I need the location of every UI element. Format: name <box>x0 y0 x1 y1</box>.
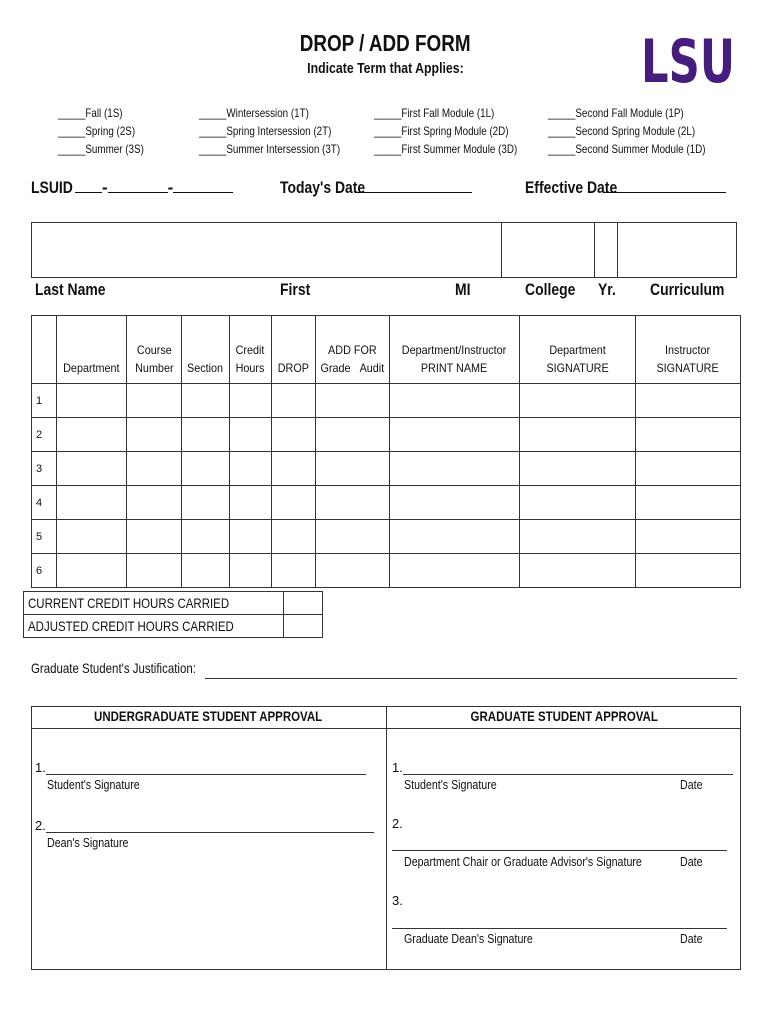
table-row: 4 <box>32 486 741 520</box>
g-chair-signature-label: Department Chair or Graduate Advisor's Signature <box>404 854 642 869</box>
current-credit-hours-label: CURRENT CREDIT HOURS CARRIED <box>24 592 284 615</box>
term-column-second-module <box>548 104 740 158</box>
term-option[interactable]: _____Second Summer Module (1D) <box>548 142 706 156</box>
grad-approval-title: GRADUATE STUDENT APPROVAL <box>470 708 658 724</box>
term-column-intersession <box>199 104 371 158</box>
lsu-logo <box>641 27 735 97</box>
effective-date-field <box>525 178 726 198</box>
table-row: 6 <box>32 554 741 588</box>
header-dept-signature: Department SIGNATURE <box>520 316 636 384</box>
table-row: 5 <box>32 520 741 554</box>
lsuid-label: LSUID <box>31 178 73 197</box>
todays-date-input[interactable] <box>356 178 472 193</box>
form-subtitle: Indicate Term that Applies: <box>306 60 464 77</box>
college-box[interactable] <box>501 222 595 278</box>
header-department: Department <box>57 316 127 384</box>
term-option[interactable]: _____Second Spring Module (2L) <box>548 124 696 138</box>
term-option[interactable]: _____First Summer Module (3D) <box>374 142 518 156</box>
lsuid-part3[interactable] <box>173 178 233 193</box>
header-instructor-signature: Instructor SIGNATURE <box>636 316 741 384</box>
undergrad-approval-title: UNDERGRADUATE STUDENT APPROVAL <box>94 708 323 724</box>
header-section: Section <box>182 316 230 384</box>
g-sig2-number: 2. <box>392 816 403 831</box>
term-column-semester <box>58 104 163 158</box>
header-add-for: ADD FOR Grade Audit <box>316 316 390 384</box>
ug-dean-signature-line[interactable] <box>46 832 374 833</box>
form-title: DROP / ADD FORM <box>299 30 471 56</box>
term-option[interactable]: _____Wintersession (1T) <box>199 106 309 120</box>
curriculum-label: Curriculum <box>650 280 725 299</box>
todays-date-label: Today's Date <box>280 178 366 197</box>
effective-date-input[interactable] <box>603 178 726 193</box>
term-option[interactable]: _____First Spring Module (2D) <box>374 124 509 138</box>
header-credit-hours: Credit Hours <box>230 316 272 384</box>
lsuid-part1[interactable] <box>75 178 102 193</box>
adjusted-credit-hours-input[interactable] <box>284 615 323 638</box>
effective-date-label: Effective Date <box>525 178 618 197</box>
ug-student-signature-line[interactable] <box>46 774 366 775</box>
name-box[interactable] <box>31 222 502 278</box>
ug-sig1-number: 1. <box>35 760 46 775</box>
g-student-signature-label: Student's Signature <box>404 777 497 792</box>
todays-date-field <box>280 178 472 198</box>
justification-line[interactable] <box>205 678 737 679</box>
g-chair-date-label: Date <box>680 854 703 869</box>
courses-table <box>31 315 741 588</box>
g-dean-signature-label: Graduate Dean's Signature <box>404 931 533 946</box>
header-dept-instructor: Department/Instructor PRINT NAME <box>390 316 520 384</box>
lsuid-sep: - <box>102 178 108 197</box>
justification-label: Graduate Student's Justification: <box>31 660 196 676</box>
college-label: College <box>525 280 576 299</box>
table-header-row <box>32 316 741 384</box>
header-course-number: Course Number <box>127 316 182 384</box>
ug-dean-signature-label: Dean's Signature <box>47 835 129 850</box>
term-option[interactable]: _____Summer Intersession (3T) <box>199 142 341 156</box>
table-row: 3 <box>32 452 741 486</box>
term-option[interactable]: _____First Fall Module (1L) <box>374 106 495 120</box>
g-sig1-number: 1. <box>392 760 403 775</box>
g-sig3-number: 3. <box>392 893 403 908</box>
term-option[interactable]: _____Spring (2S) <box>58 124 136 138</box>
term-option[interactable]: _____Spring Intersession (2T) <box>199 124 332 138</box>
lsuid-sep: - <box>167 178 174 197</box>
approval-header-divider <box>31 728 741 729</box>
year-box[interactable] <box>594 222 618 278</box>
table-row: 1 <box>32 384 741 418</box>
yr-label: Yr. <box>598 280 616 299</box>
ug-student-signature-label: Student's Signature <box>47 777 140 792</box>
g-dean-date-label: Date <box>680 931 703 946</box>
term-column-first-module <box>374 104 549 158</box>
mi-label: MI <box>455 280 471 299</box>
term-option[interactable]: _____Second Fall Module (1P) <box>548 106 684 120</box>
header-rownum-cell <box>32 316 57 384</box>
term-option[interactable]: _____Fall (1S) <box>58 106 123 120</box>
approval-divider <box>386 706 387 970</box>
curriculum-box[interactable] <box>617 222 737 278</box>
first-name-label: First <box>280 280 311 299</box>
g-dean-signature-line[interactable] <box>392 928 727 929</box>
g-chair-signature-line[interactable] <box>392 850 727 851</box>
lsu-logo-text: LSU <box>641 27 735 97</box>
lsuid-field <box>31 178 233 198</box>
g-student-date-label: Date <box>680 777 703 792</box>
credit-hours-table <box>23 591 323 638</box>
lsuid-part2[interactable] <box>108 178 168 193</box>
ug-sig2-number: 2. <box>35 818 46 833</box>
g-student-signature-line[interactable] <box>403 774 733 775</box>
last-name-label: Last Name <box>35 280 106 299</box>
current-credit-hours-input[interactable] <box>284 592 323 615</box>
term-option[interactable]: _____Summer (3S) <box>58 142 144 156</box>
table-row: 2 <box>32 418 741 452</box>
header-drop: DROP <box>272 316 316 384</box>
adjusted-credit-hours-label: ADJUSTED CREDIT HOURS CARRIED <box>24 615 284 638</box>
